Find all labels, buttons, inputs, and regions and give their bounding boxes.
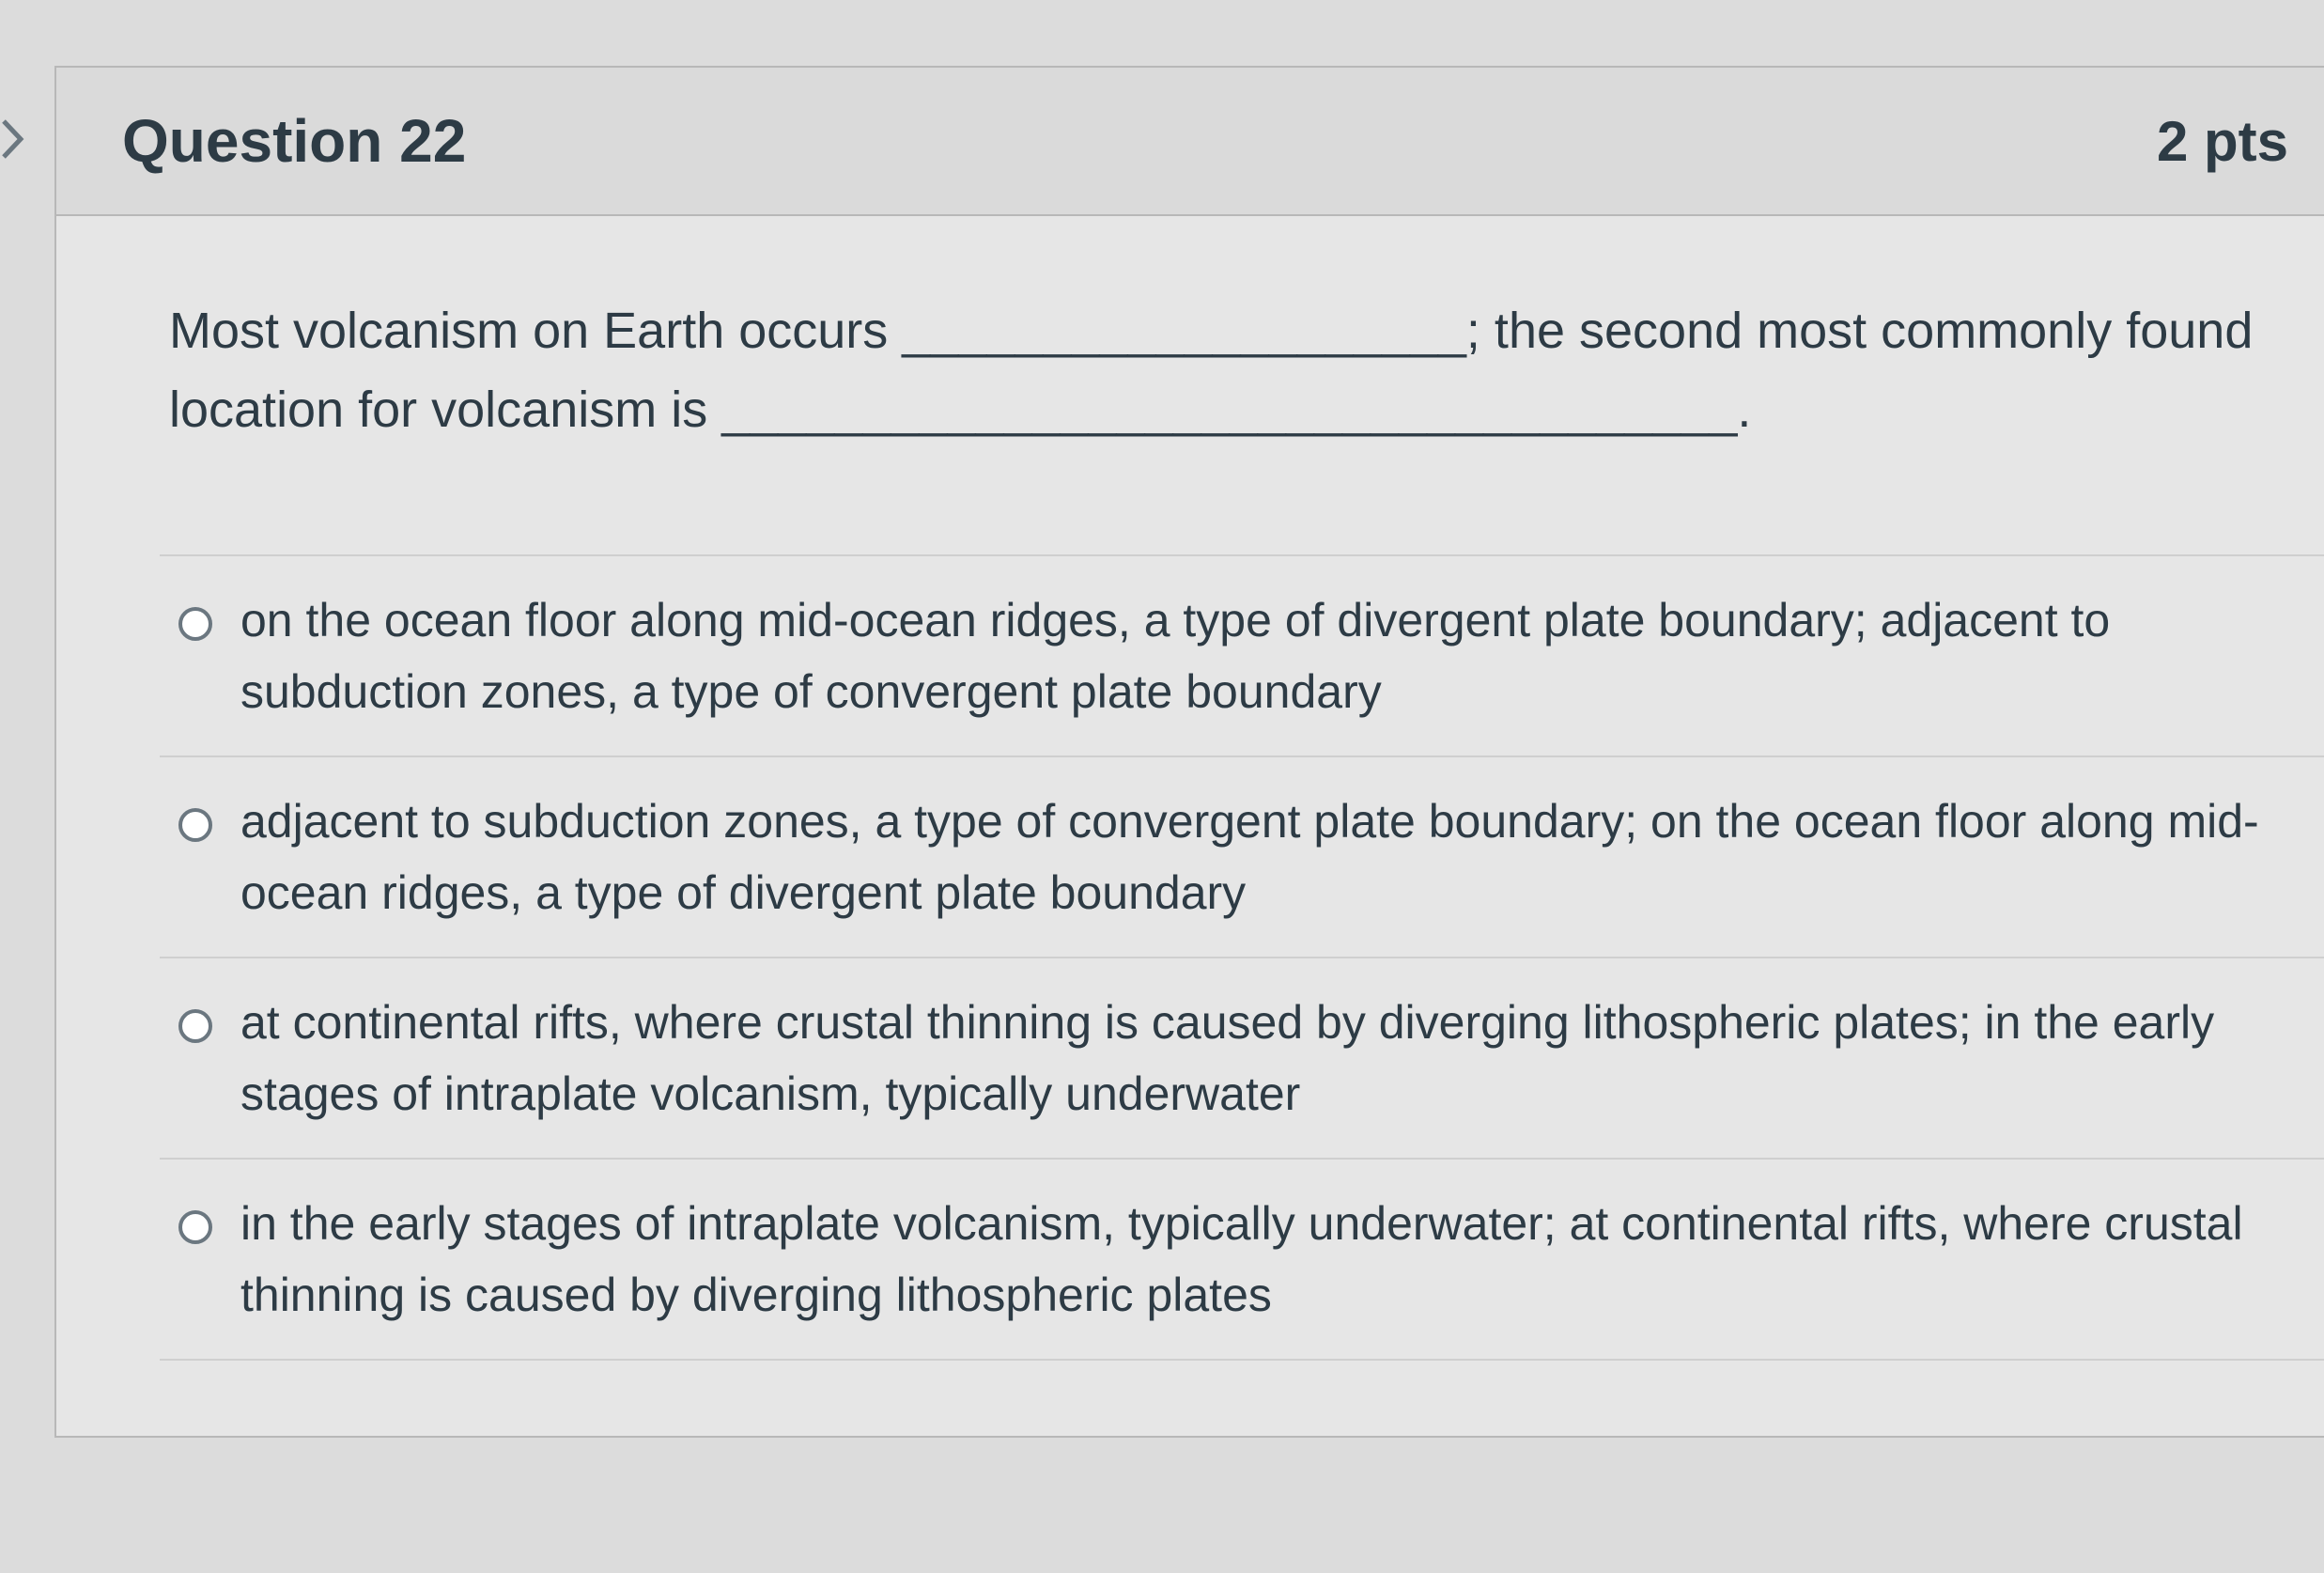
question-text: Most volcanism on Earth occurs ____________________; the second most commonly found location for volcanism is ____________________________________. [169,303,2254,438]
answer-label: adjacent to subduction zones, a type of convergent plate boundary; on the ocean floor along mid-ocean ridges, a type of divergent plate boundary [240,795,2259,919]
radio-button[interactable] [178,607,212,641]
answer-label: on the ocean floor along mid-ocean ridges, a type of divergent plate boundary; adjacent to subduction zones, a type of convergent plate boundary [240,594,2111,718]
collapse-toggle[interactable] [0,111,28,167]
question-card [54,66,2324,1438]
answer-option[interactable] [160,1160,2324,1361]
question-body [56,216,2324,1361]
answer-label: at continental rifts, where crustal thinning is caused by diverging lithospheric plates; in the early stages of intraplate volcanism, typically underwater [240,996,2215,1120]
answer-list [160,554,2324,1361]
radio-button[interactable] [178,808,212,842]
answer-option[interactable] [160,757,2324,958]
question-header [56,68,2324,216]
answer-option[interactable] [160,556,2324,757]
radio-button[interactable] [178,1210,212,1244]
question-points: 2 pts [2156,109,2288,173]
question-title: Question 22 [122,107,467,175]
chevron-right-icon [0,116,28,163]
answer-option[interactable] [160,958,2324,1160]
radio-button[interactable] [178,1009,212,1043]
answer-label: in the early stages of intraplate volcanism, typically underwater; at continental rifts, where crustal thinning is caused by diverging lithospheric plates [240,1197,2243,1321]
